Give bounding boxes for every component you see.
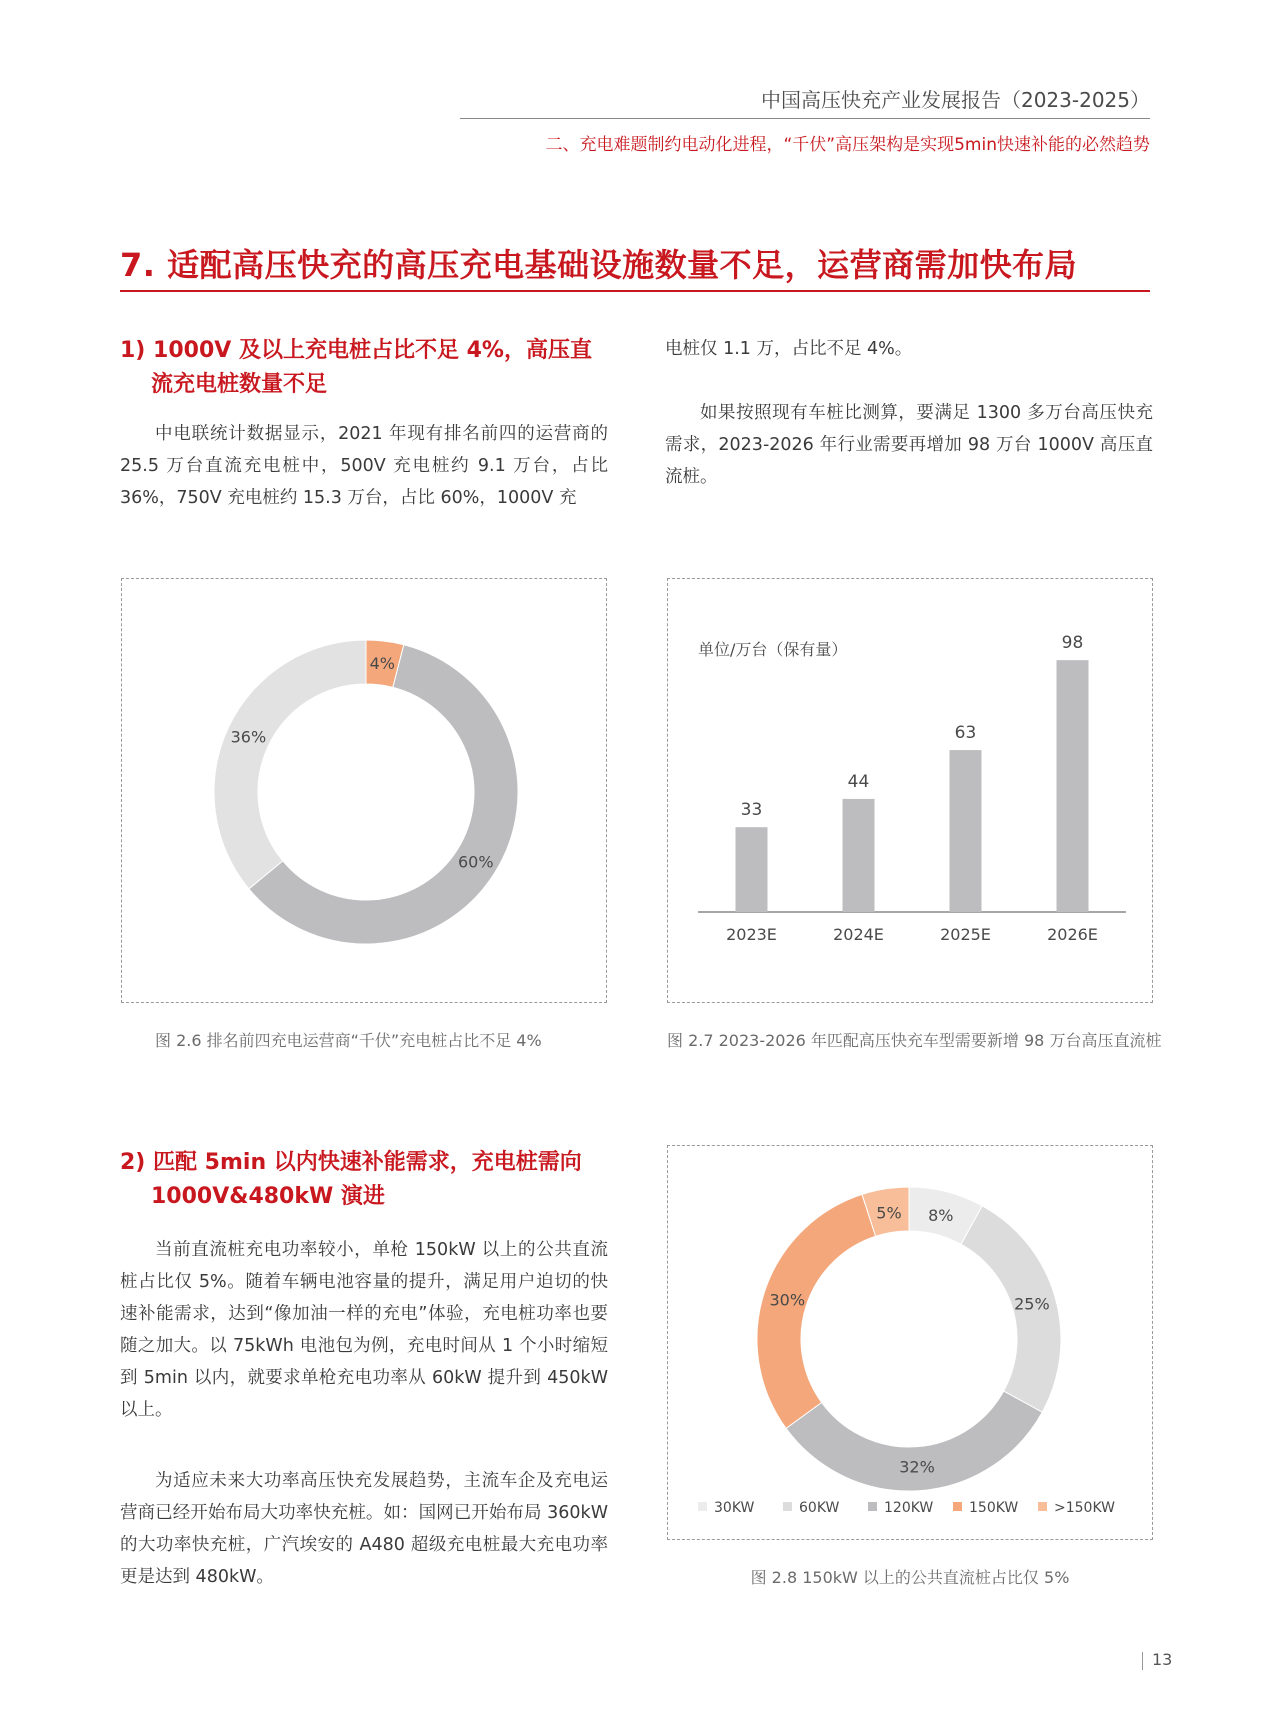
subsection-1-paragraph-2: 如果按照现有车桩比测算，要满足 1300 多万台高压快充需求，2023-2026 年行业需要再增加 98 万台 1000V 高压直流桩。 — [665, 403, 1153, 487]
bar-value-label-3: 98 — [1061, 633, 1084, 654]
page-number: 13 — [1152, 1650, 1173, 1669]
subsection-1-heading — [120, 334, 620, 402]
legend-label-0: 30KW — [714, 1500, 755, 1516]
chart-2-6-box — [121, 578, 607, 1003]
donut2-slice-label-1: 25% — [1014, 1294, 1050, 1314]
donut1-slice-label-0: 4% — [369, 654, 395, 674]
bar-unit-label: 单位/万台（保有量） — [698, 640, 848, 659]
bar-category-label-1: 2024E — [833, 925, 884, 944]
bar-category-label-3: 2026E — [1047, 925, 1098, 944]
bar-value-label-2: 63 — [954, 723, 977, 744]
subsection-1-heading-line1: 1) 1000V 及以上充电桩占比不足 4%，高压直 — [120, 338, 592, 363]
bar-2026E — [1057, 660, 1089, 912]
legend-label-4: >150KW — [1054, 1500, 1115, 1516]
legend-label-3: 150KW — [969, 1500, 1019, 1516]
subsection-2-heading-line2: 1000V&480kW 演进 — [151, 1184, 385, 1209]
bar-2024E — [843, 799, 875, 912]
report-title: 中国高压快充产业发展报告（2023-2025） — [760, 88, 1150, 112]
subsection-2-paragraph-1: 当前直流桩充电功率较小，单枪 150kW 以上的公共直流桩占比仅 5%。随着车辆电池容量的提升，满足用户迫切的快速补能需求，达到“像加油一样的充电”体验，充电桩功率也要随之加大。以 75kWh 电池包为例，充电时间从 1 个小时缩短到 5min 以内，就要求单枪充电功率从 60kW 提升到 450kW以上。 — [120, 1240, 608, 1420]
legend-label-2: 120KW — [884, 1500, 934, 1516]
bar-2023E — [736, 827, 768, 912]
figure-2-7-caption: 图 2.7 2023-2026 年匹配高压快充车型需要新增 98 万台高压直流桩 — [667, 1031, 1162, 1050]
subsection-2-heading-line1: 2) 匹配 5min 以内快速补能需求，充电桩需向 — [120, 1150, 582, 1175]
bar-category-label-0: 2023E — [726, 925, 777, 944]
donut-chart-2-8 — [668, 1146, 1152, 1539]
bar-value-label-1: 44 — [847, 771, 870, 792]
section-title: 7. 适配高压快充的高压充电基础设施数量不足，运营商需加快布局 — [120, 246, 1078, 284]
donut2-slice-3 — [757, 1194, 876, 1428]
chapter-subtitle: 二、充电难题制约电动化进程，“千伏”高压架构是实现5min快速补能的必然趋势 — [545, 135, 1150, 155]
donut2-slice-label-4: 5% — [876, 1203, 902, 1223]
chart-2-7-box — [667, 578, 1153, 1003]
bar-value-label-0: 33 — [740, 800, 763, 821]
donut2-slice-label-0: 8% — [928, 1206, 954, 1226]
chart-2-8-box — [667, 1145, 1153, 1540]
bar-category-label-2: 2025E — [940, 925, 991, 944]
legend-swatch-3 — [953, 1502, 962, 1511]
subsection-2-paragraph-2: 为适应未来大功率高压快充发展趋势，主流车企及充电运营商已经开始布局大功率快充桩。如：国网已开始布局 360kW 的大功率快充桩，广汽埃安的 A480 超级充电桩最大充电功率更是达到 480kW。 — [120, 1471, 608, 1587]
bar-2025E — [950, 750, 982, 912]
subsection-2-heading — [120, 1146, 620, 1214]
legend-swatch-2 — [868, 1502, 877, 1511]
donut-chart-2-6 — [122, 579, 606, 1002]
donut1-slice-label-2: 36% — [230, 727, 267, 747]
subsection-1-heading-line2: 流充电桩数量不足 — [151, 372, 328, 397]
legend-swatch-1 — [783, 1502, 792, 1511]
subsection-1-paragraph-left: 中电联统计数据显示，2021 年现有排名前四的运营商的 25.5 万台直流充电桩中，500V 充电桩约 9.1 万台，占比 36%，750V 充电桩约 15.3 万台，占比 60%，1000V 充 — [120, 424, 608, 508]
legend-swatch-4 — [1038, 1502, 1047, 1511]
figure-2-8-caption: 图 2.8 150kW 以上的公共直流桩占比仅 5% — [750, 1568, 1070, 1587]
bar-chart-2-7 — [668, 579, 1152, 1002]
figure-2-6-caption: 图 2.6 排名前四充电运营商“千伏”充电桩占比不足 4% — [155, 1031, 542, 1050]
legend-label-1: 60KW — [799, 1500, 840, 1516]
donut2-slice-label-3: 30% — [769, 1290, 806, 1310]
subsection-1-paragraph-continued: 电桩仅 1.1 万，占比不足 4%。 — [665, 339, 913, 359]
donut1-slice-2 — [214, 640, 366, 889]
legend-swatch-0 — [698, 1502, 707, 1511]
section-divider — [120, 290, 1150, 292]
donut1-slice-label-1: 60% — [457, 852, 494, 872]
donut2-slice-label-2: 32% — [899, 1457, 935, 1477]
header-divider — [460, 118, 1150, 119]
